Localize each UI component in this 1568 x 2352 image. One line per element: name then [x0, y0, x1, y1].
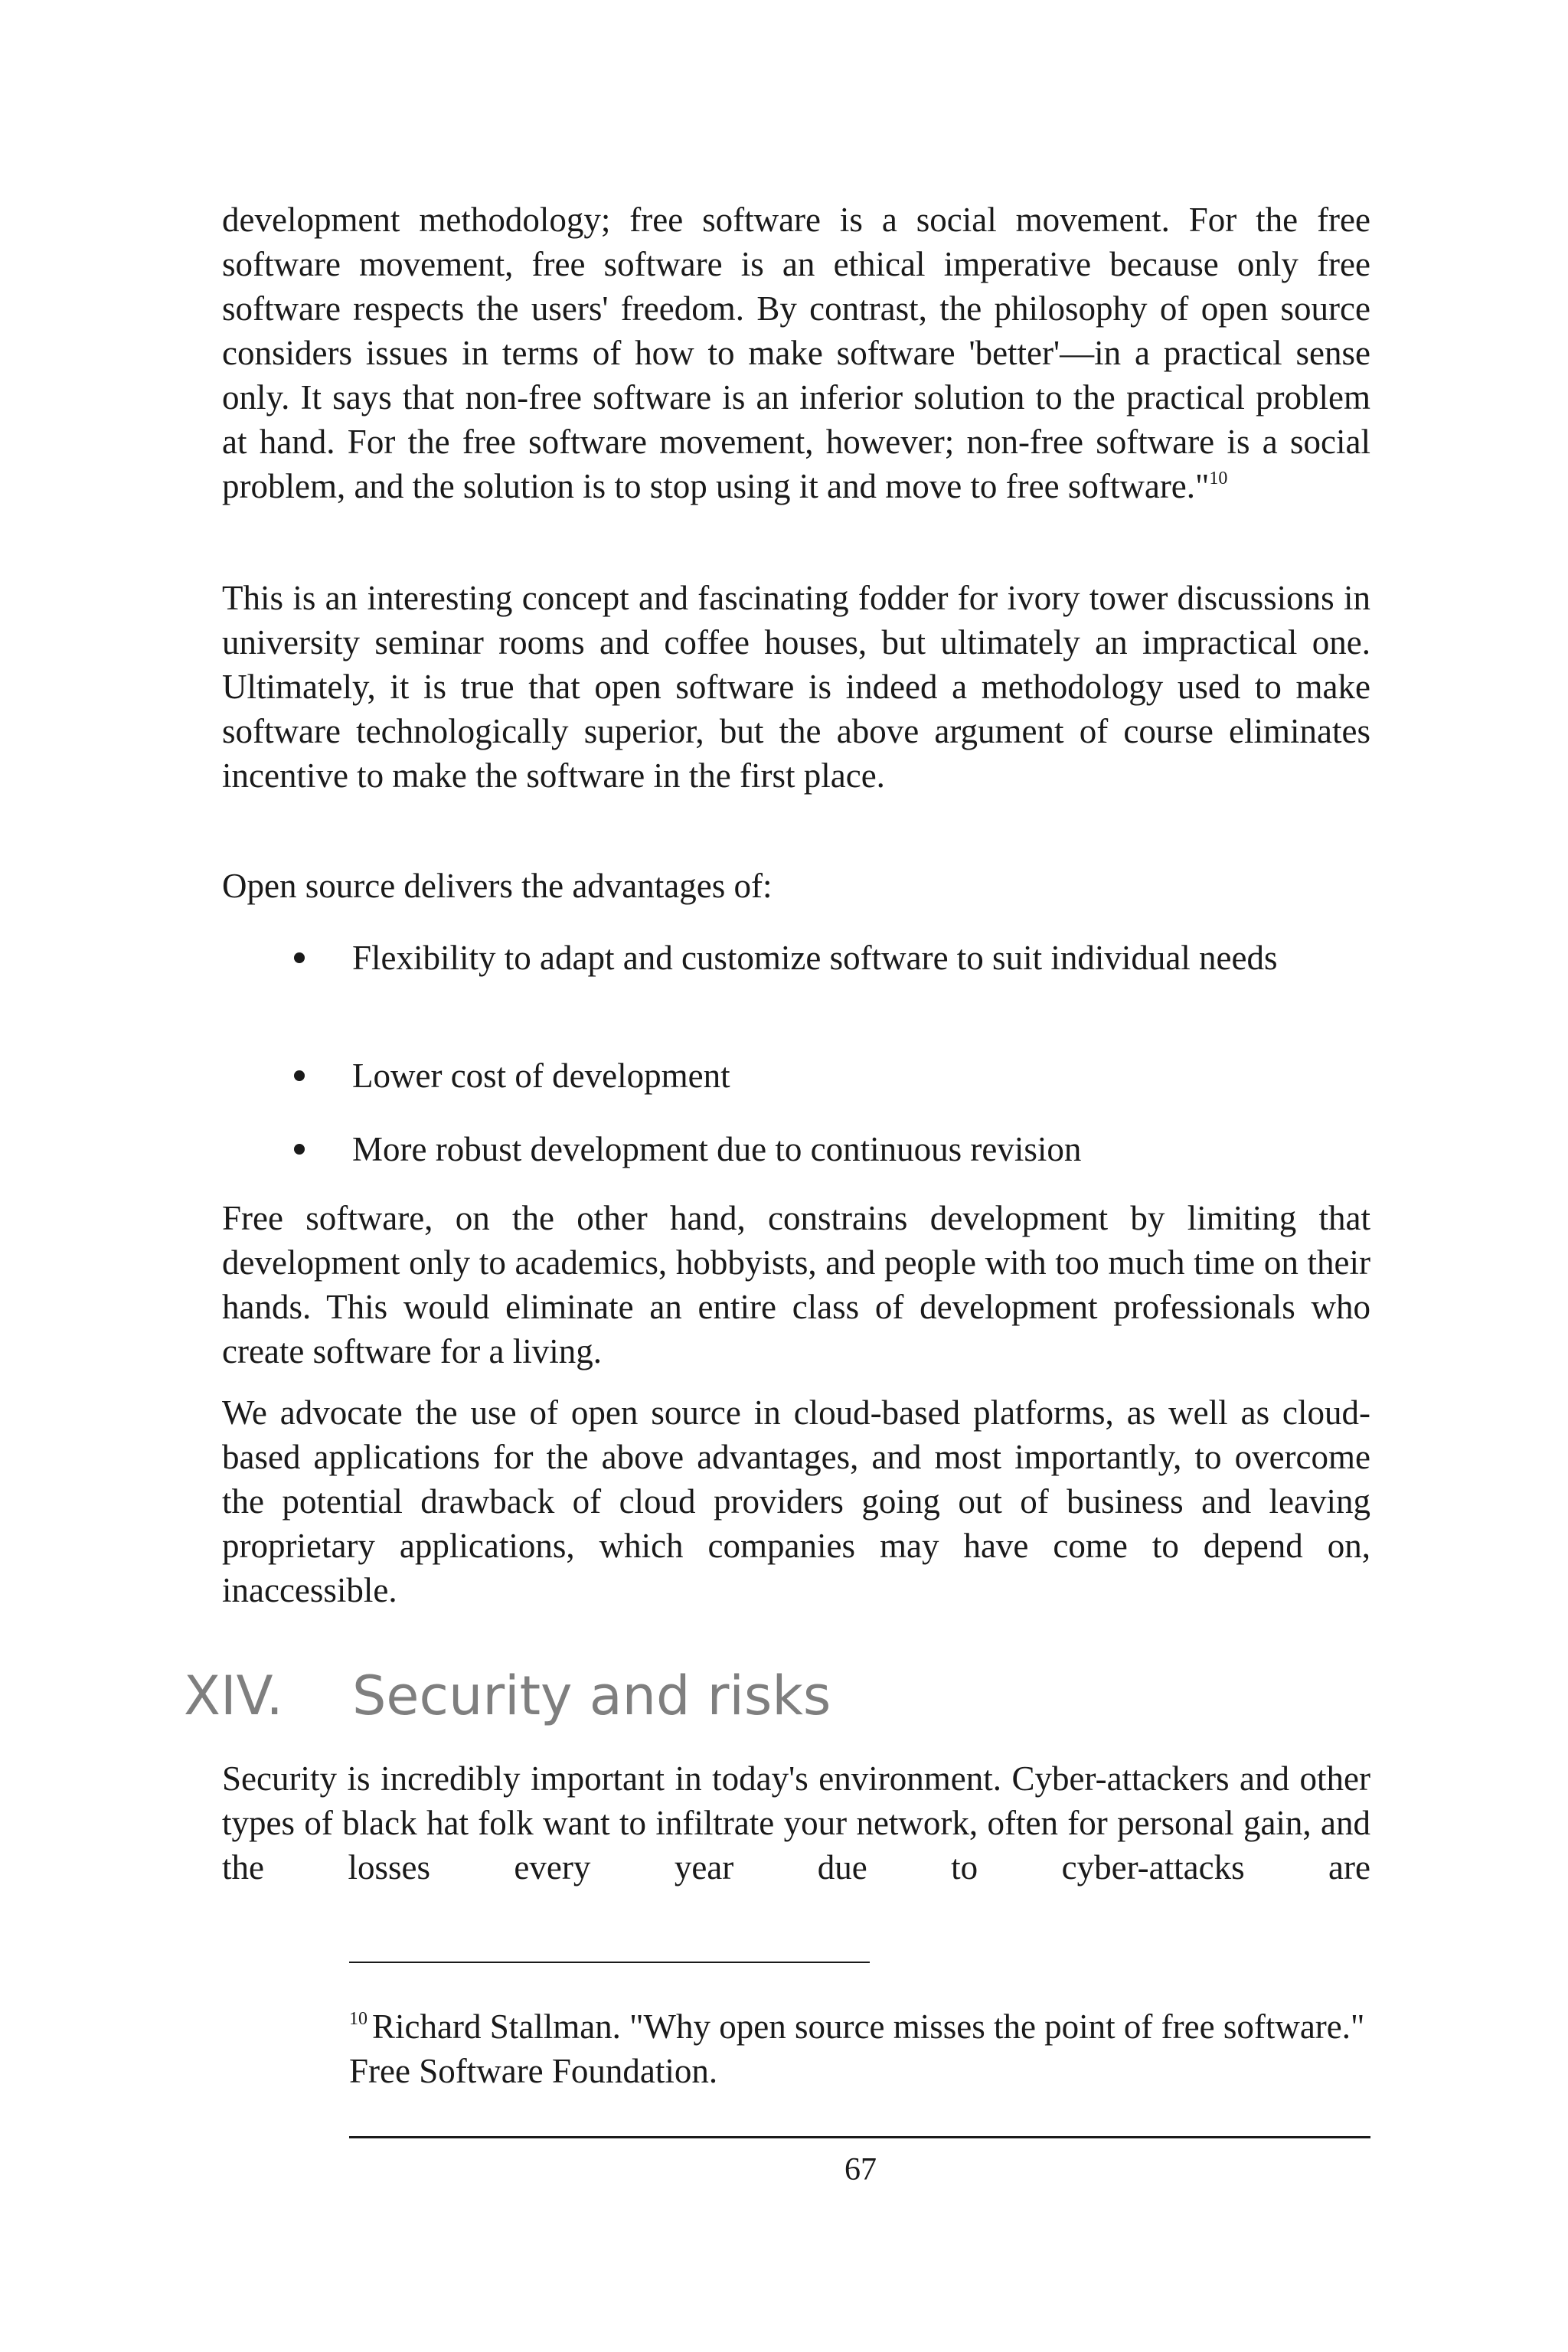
footer-rule [349, 2136, 1370, 2138]
paragraph-stallman-quote-end [222, 198, 1370, 508]
paragraph-free-software-constraints: Free software, on the other hand, constrains development by limiting that development only to academics, hobbyists, and people with too much time on their hands. This would eliminate an entire class of development professionals who create software for a living. [222, 1199, 1370, 1370]
section-heading [184, 1661, 831, 1730]
footnote-separator [349, 1962, 870, 1963]
page-number: 67 [844, 2152, 877, 2187]
section-title: Security and risks [352, 1664, 831, 1727]
footnote-reference[interactable]: 10 [1209, 469, 1228, 488]
paragraph-text: development methodology; free software is a social movement. For the free software movement, free software is an ethical imperative because only free software respects the users' freedom. By contrast, the philosophy of open source considers issues in terms of how to make software 'better'—in a practical sense only. It says that non-free software is an inferior solution to the practical problem at hand. For the free software movement, however; non-free software is a social problem, and the solution is to stop using it and move to free software." [222, 201, 1370, 505]
paragraph-advocacy: We advocate the use of open source in cloud-based platforms, as well as cloud-based applications for the above advantages, and most importantly, to overcome the potential drawback of cloud providers going out of business and leaving proprietary applications, which companies may have come to depend on, inaccessible. [222, 1393, 1370, 1609]
footnote [349, 2004, 1375, 2093]
footnote-text: Richard Stallman. "Why open source misses the point of free software." Free Software Foundation. [349, 2007, 1365, 2090]
footnote-marker: 10 [349, 2009, 368, 2029]
paragraph-security-intro: Security is incredibly important in today's environment. Cyber-attackers and other types of black hat folk want to infiltrate your network, often for personal gain, and the losses every year due to cyber-attacks are [222, 1759, 1370, 1886]
bullet-icon [294, 1144, 305, 1155]
paragraph-ivory-tower: This is an interesting concept and fascinating fodder for ivory tower discussions in university seminar rooms and coffee houses, but ultimately an impractical one. Ultimately, it is true that open software is indeed a methodology used to make software technologically superior, but the above argument of course eliminates incentive to make the software in the first place. [222, 579, 1370, 795]
list-item-text: Flexibility to adapt and customize software to suit individual needs [352, 939, 1278, 977]
section-number: XIV. [184, 1664, 283, 1727]
bullet-icon [294, 952, 305, 963]
list-item-text: Lower cost of development [352, 1057, 730, 1095]
list-item-text: More robust development due to continuous revision [352, 1130, 1082, 1168]
paragraph-advantages-intro: Open source delivers the advantages of: [222, 867, 773, 905]
bullet-icon [294, 1070, 305, 1081]
